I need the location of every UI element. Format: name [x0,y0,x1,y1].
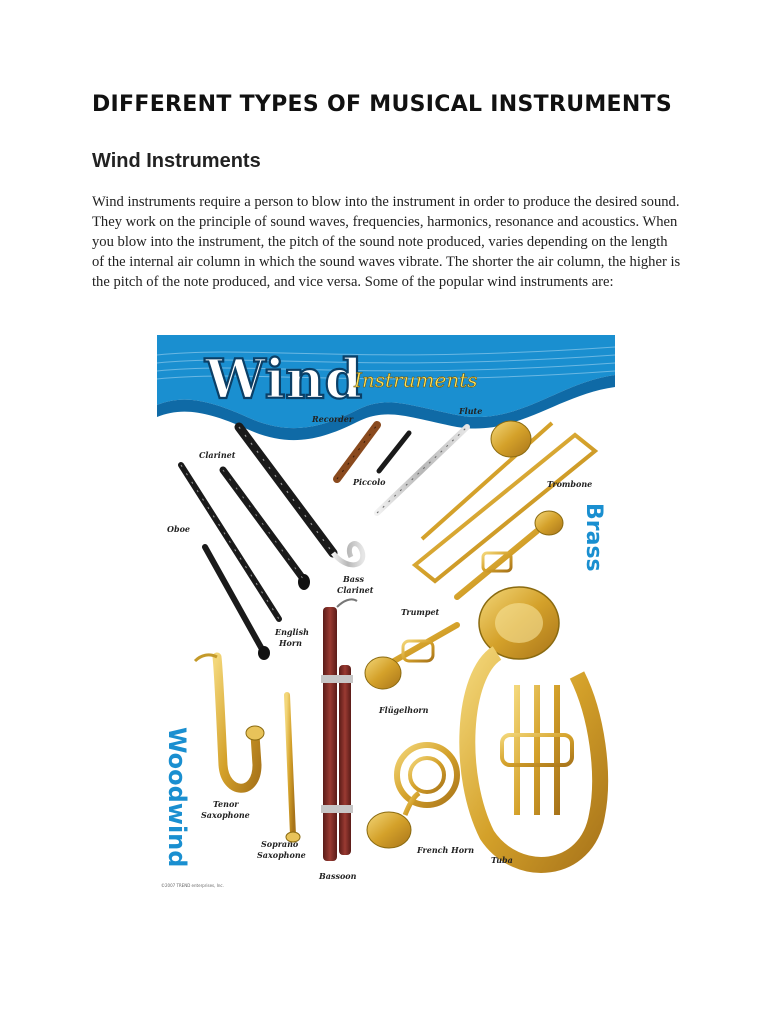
label-clarinet: Clarinet [199,450,236,460]
label-bass-clarinet-1: Bass [343,574,364,584]
english-horn-image [205,547,270,660]
french-horn-image [367,745,457,848]
piccolo-image [379,433,409,471]
label-trombone: Trombone [547,479,593,489]
poster-title-script: Instruments [354,368,478,392]
soprano-sax-image [286,695,300,842]
label-bassoon: Bassoon [319,871,357,881]
bassoon-image [321,599,357,861]
woodwind-label: Woodwind [163,727,191,868]
label-recorder: Recorder [312,414,354,424]
label-oboe: Oboe [167,524,190,534]
flugelhorn-image [365,625,457,689]
label-english-horn-1: English [275,627,309,637]
brass-label: Brass [581,503,606,572]
label-trumpet: Trumpet [401,607,440,617]
label-bass-clarinet-2: Clarinet [337,585,374,595]
tenor-sax-image [195,655,264,788]
label-flute: Flute [459,406,483,416]
recorder-image [337,425,377,479]
page-title: DIFFERENT TYPES OF MUSICAL INSTRUMENTS [92,92,673,117]
tuba-image [467,587,600,865]
label-tenor-sax-2: Saxophone [201,810,250,820]
trumpet-image [457,511,563,597]
poster-title-main: Wind [205,347,363,411]
label-tenor-sax-1: Tenor [213,799,239,809]
label-soprano-sax-1: Soprano [261,839,299,849]
label-soprano-sax-2: Saxophone [257,850,306,860]
label-piccolo: Piccolo [353,477,386,487]
bass-clarinet-image [239,427,363,565]
wind-instruments-poster [157,335,615,891]
section-heading: Wind Instruments [92,150,261,172]
label-flugelhorn: Flügelhorn [379,705,429,715]
flute-image [377,427,467,513]
body-paragraph: Wind instruments require a person to blow into the instrument in order to produce the desired sound. They work on the principle of sound waves, frequencies, harmonics, resonance and acoustics. When you blow into the instrument, the pitch of the sound note produced, varies depending on the length of the internal air column in which the sound waves vibrate. The shorter the air column, the higher is the pitch of the note produced, and vice versa. Some of the popular wind instruments are: [92,194,681,290]
label-tuba: Tuba [491,855,513,865]
label-french-horn: French Horn [417,845,475,855]
label-english-horn-2: Horn [279,638,302,648]
clarinet-image [223,470,310,590]
poster-footer: ©2007 TREND enterprises, Inc. [161,883,224,888]
